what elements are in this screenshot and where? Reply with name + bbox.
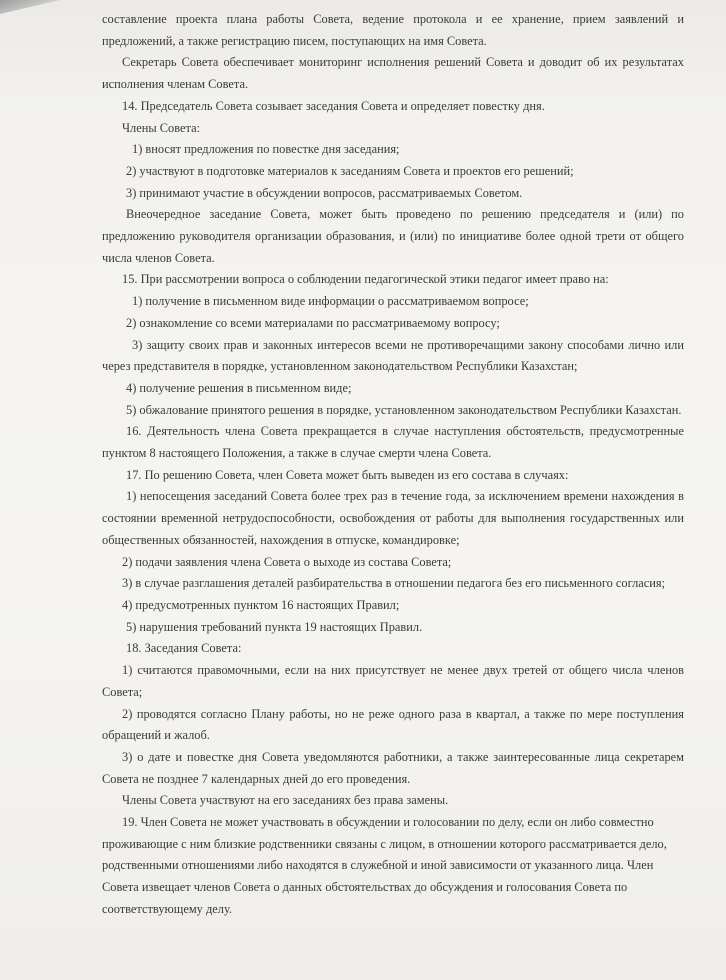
paragraph-members-heading: Члены Совета: xyxy=(122,120,201,135)
list-item-rights-2: 2) ознакомление со всеми материалами по рассматриваемому вопросу; xyxy=(126,315,500,330)
paragraph-secretary-monitoring: Секретарь Совета обеспечивает мониторинг исполнения решений Совета и доводит об их результатах исполнения членам Совета. xyxy=(102,55,684,92)
paragraph-16: 16. Деятельность члена Совета прекращается в случае наступления обстоятельств, предусмотренные пунктом 8 настоящего Положения, а также в случае смерти члена Совета. xyxy=(102,424,684,461)
list-item-removal-5: 5) нарушения требований пункта 19 настоящих Правил. xyxy=(126,619,423,634)
list-item-removal-3: 3) в случае разглашения деталей разбирательства в отношении педагога без его письменного согласия; xyxy=(122,576,666,591)
paragraph-14: 14. Председатель Совета созывает заседания Совета и определяет повестку дня. xyxy=(122,98,545,113)
list-item-members-1: 1) вносят предложения по повестке дня заседания; xyxy=(132,142,400,157)
list-item-meetings-2: 2) проводятся согласно Плану работы, но не реже одного раза в квартал, а также по мере поступления обращений и жалоб. xyxy=(102,706,684,743)
list-item-meetings-1: 1) считаются правомочными, если на них присутствует не менее двух третей от общего числа членов Совета; xyxy=(102,663,684,699)
list-item-meetings-3: 3) о дате и повестке дня Совета уведомляются работники, а также заинтересованные лица секретарем Совета не позднее 7 календарных дней до его проведения. xyxy=(102,749,684,786)
list-item-members-2: 2) участвуют в подготовке материалов к заседаниям Совета и проектов его решений; xyxy=(126,163,574,178)
paragraph-15: 15. При рассмотрении вопроса о соблюдении педагогической этики педагог имеет право на: xyxy=(122,272,609,287)
list-item-rights-3: 3) защиту своих прав и законных интересов всеми не противоречащими закону способами лично или через представителя в порядке, установленном законодательством Республики Казахстан; xyxy=(102,337,684,374)
paragraph-extraordinary-meeting: Внеочередное заседание Совета, может быть проведено по решению председателя и (или) по предложению руководителя организации образования, и (или) по инициативе более одной трети от общего числа членов Совета. xyxy=(102,207,684,265)
list-item-removal-4: 4) предусмотренных пунктом 16 настоящих Правил; xyxy=(122,597,400,612)
paragraph-secretary-duties-continued: составление проекта плана работы Совета, ведение протокола и ее хранение, прием заявлений и предложений, а также регистрацию писем, поступающих на имя Совета. xyxy=(102,12,684,48)
page-corner-shadow xyxy=(0,0,60,14)
paragraph-17: 17. По решению Совета, член Совета может быть выведен из его состава в случаях: xyxy=(126,467,569,482)
list-item-removal-1: 1) непосещения заседаний Совета более трех раз в течение года, за исключением времени нахождения в состоянии временной нетрудоспособности, освобождения от работы для выполнения государственных или общественных обязанностей, нахождения в отпуске, командировке; xyxy=(102,489,684,547)
paragraph-18: 18. Заседания Совета: xyxy=(126,641,242,656)
list-item-rights-5: 5) обжалование принятого решения в порядке, установленном законодательством Республики Казахстан. xyxy=(126,402,682,417)
list-item-removal-2: 2) подачи заявления члена Совета о выходе из состава Совета; xyxy=(122,554,452,569)
document-body xyxy=(102,9,684,921)
list-item-rights-1: 1) получение в письменном виде информации о рассматриваемом вопросе; xyxy=(132,294,529,309)
list-item-members-3: 3) принимают участие в обсуждении вопросов, рассматриваемых Советом. xyxy=(126,185,523,200)
list-item-rights-4: 4) получение решения в письменном виде; xyxy=(126,380,352,395)
paragraph-members-no-substitution: Члены Совета участвуют на его заседаниях без права замены. xyxy=(122,793,449,808)
paragraph-19: 19. Член Совета не может участвовать в обсуждении и голосовании по делу, если он либо совместно проживающие с ним близкие родственники связаны с лицом, в отношении которого рассматривается дело, родственными отношениями либо находятся в служебной и иной зависимости от указанного лица. Член Совета извещает членов Совета о данных обстоятельствах до обсуждения и голосования Совета по соответствующему делу. xyxy=(102,815,667,916)
